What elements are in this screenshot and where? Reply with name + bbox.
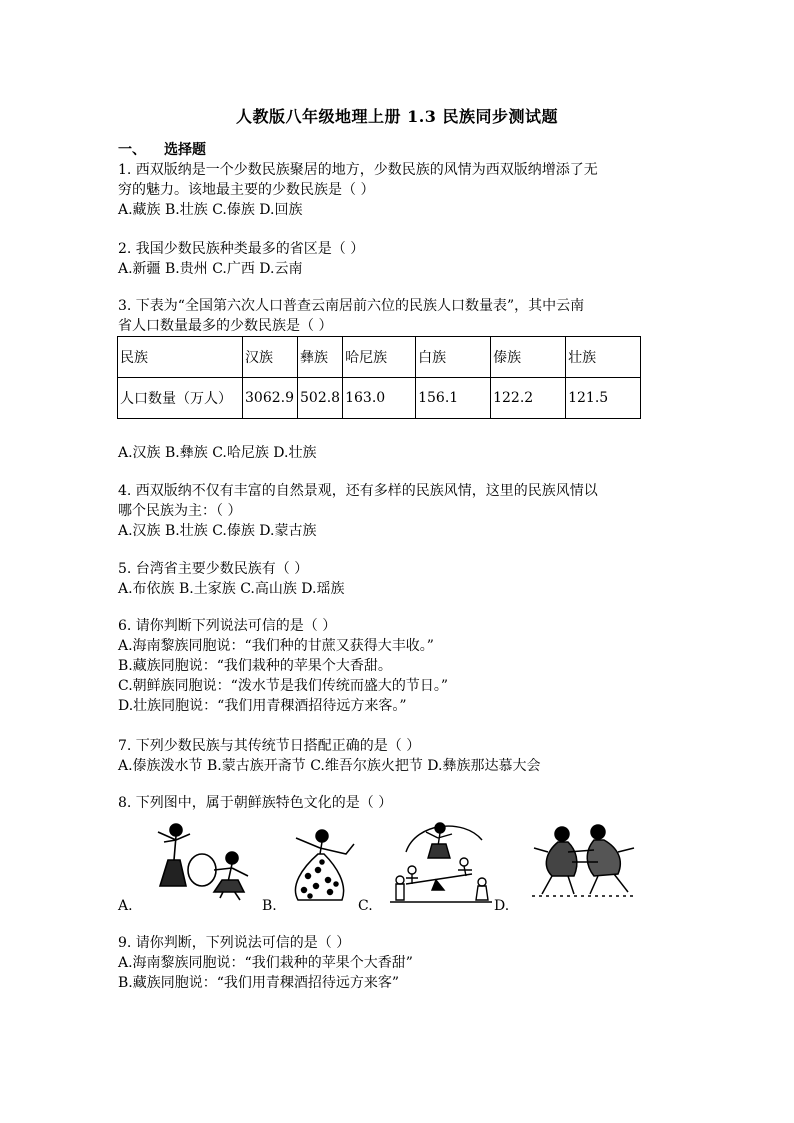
question-9 [118,933,678,993]
table-cell: 502.8 [298,378,343,419]
question-options: A.傣族泼水节 B.蒙古族开斋节 C.维吾尔族火把节 D.彝族那达慕大会 [118,758,541,774]
question-text: 3. 下表为“全国第六次人口普查云南居前六位的民族人口数量表”，其中云南 [118,298,585,314]
question-options: A.藏族 B.壮族 C.傣族 D.回族 [118,202,303,218]
seesaw-jumping-illustration [386,818,496,904]
option-a: A.海南黎族同胞说：“我们种的甘蔗又获得大丰收。” [118,638,434,654]
table-cell: 人口数量（万人） [118,378,243,419]
question-2 [118,239,678,279]
question-3-options [118,443,678,463]
question-6 [118,616,678,716]
table-cell: 哈尼族 [343,337,416,378]
question-options: A.新疆 B.贵州 C.广西 D.云南 [118,261,303,277]
question-text: 2. 我国少数民族种类最多的省区是（ ） [118,241,365,257]
question-text: 穷的魅力。该地最主要的少数民族是（ ） [118,182,375,198]
question-text: 9. 请你判断，下列说法可信的是（ ） [118,935,351,951]
population-table [117,336,641,419]
section-heading [118,139,206,159]
question-text: 5. 台湾省主要少数民族有（ ） [118,561,309,577]
question-text: 哪个民族为主：（ ） [118,503,242,519]
question-text: 1. 西双版纳是一个少数民族聚居的地方，少数民族的风情为西双版纳增添了无 [118,162,598,178]
question-8 [118,793,678,813]
page-title: 人教版八年级地理上册 1.3 民族同步测试题 [236,107,558,126]
option-b: B.藏族同胞说：“我们用青稞酒招待远方来客” [118,975,400,991]
table-cell: 汉族 [243,337,298,378]
question-text: 6. 请你判断下列说法可信的是（ ） [118,618,337,634]
table-cell: 122.2 [491,378,566,419]
dancer-spotted-dress-illustration [282,824,362,904]
table-cell: 白族 [416,337,491,378]
picture-label-a: A. [118,898,133,914]
section-label: 选择题 [164,142,206,158]
option-b: B.藏族同胞说：“我们栽种的苹果个大香甜。 [118,658,392,674]
table-cell: 壮族 [566,337,641,378]
table-cell: 163.0 [343,378,416,419]
table-cell: 3062.9 [243,378,298,419]
table-row [118,378,641,419]
question-options: A.布依族 B.土家族 C.高山族 D.瑶族 [118,581,345,597]
table-header-row [118,337,641,378]
question-options: A.汉族 B.彝族 C.哈尼族 D.壮族 [118,445,317,461]
question-text: 8. 下列图中，属于朝鲜族特色文化的是（ ） [118,795,393,811]
table-cell: 民族 [118,337,243,378]
question-text: 省人口数量最多的少数民族是（ ） [118,318,333,334]
question-text: 7. 下列少数民族与其传统节日搭配正确的是（ ） [118,738,421,754]
table-cell: 傣族 [491,337,566,378]
question-7 [118,736,678,776]
question-options: A.汉族 B.壮族 C.傣族 D.蒙古族 [118,523,317,539]
wrestlers-illustration [528,822,640,898]
picture-label-c: C. [358,898,373,914]
question-3 [118,296,678,336]
dancers-with-hoop-illustration [144,820,264,906]
table-cell: 156.1 [416,378,491,419]
option-c: C.朝鲜族同胞说：“泼水节是我们传统而盛大的节日。” [118,678,448,694]
picture-label-d: D. [494,898,510,914]
table-cell: 彝族 [298,337,343,378]
question-5 [118,559,678,599]
question-text: 4. 西双版纳不仅有丰富的自然景观，还有多样的民族风情，这里的民族风情以 [118,483,598,499]
option-a: A.海南黎族同胞说：“我们栽种的苹果个大香甜” [118,955,413,971]
section-number: 一、 [118,142,146,158]
question-1 [118,160,678,220]
question-8-pictures [118,818,678,918]
question-4 [118,481,678,541]
option-d: D.壮族同胞说：“我们用青稞酒招待远方来客。” [118,698,407,714]
picture-label-b: B. [262,898,277,914]
table-cell: 121.5 [566,378,641,419]
